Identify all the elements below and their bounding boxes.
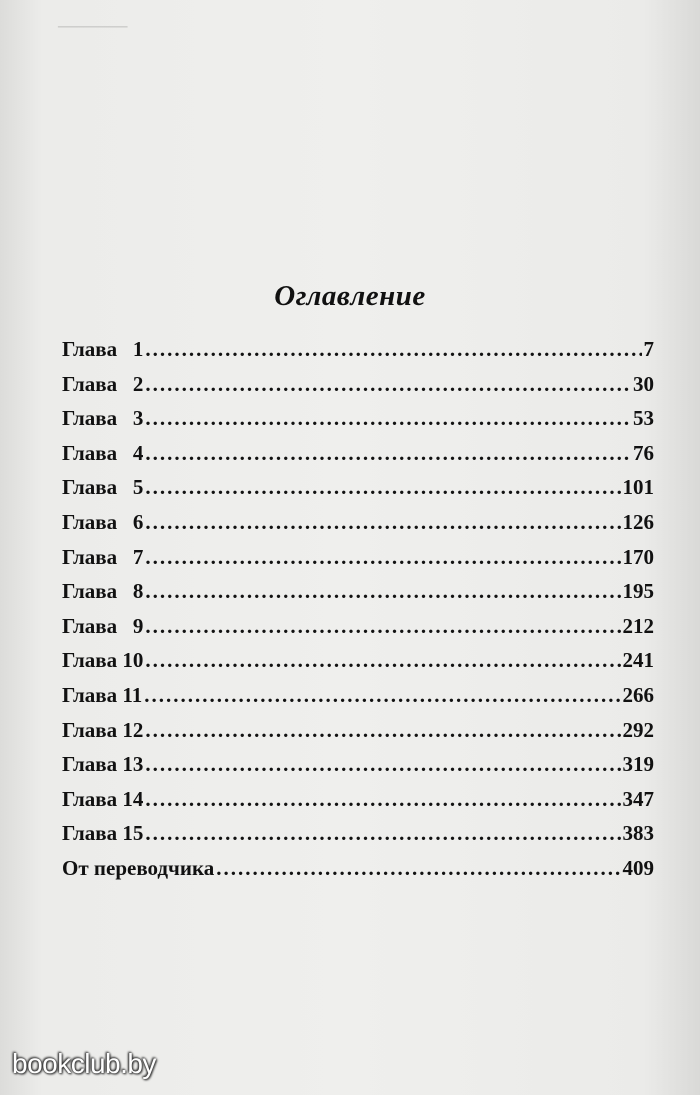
toc-entry-chapter-9[interactable]	[62, 614, 654, 649]
toc-entry-page: 76	[633, 440, 654, 465]
dot-leader	[145, 718, 620, 743]
dot-leader	[145, 337, 641, 362]
toc-entry-page: 292	[622, 717, 654, 742]
toc-entry-page: 241	[622, 648, 654, 673]
toc-entry-chapter-6[interactable]	[62, 510, 654, 545]
toc-entry-chapter-13[interactable]	[62, 752, 654, 787]
toc-entry-chapter-15[interactable]	[62, 821, 654, 856]
toc-entry-label: Глава 4	[62, 440, 144, 465]
dot-leader	[216, 856, 620, 881]
toc-entry-label: Глава 15	[62, 821, 144, 846]
dot-leader	[145, 475, 620, 500]
toc-entry-chapter-4[interactable]	[62, 441, 654, 476]
toc-entry-page: 266	[622, 682, 654, 707]
toc-entry-translator-note[interactable]	[62, 856, 654, 891]
toc-entry-page: 53	[633, 406, 654, 431]
toc-entry-label: Глава 2	[62, 371, 144, 396]
toc-entry-page: 195	[622, 579, 654, 604]
toc-entry-chapter-7[interactable]	[62, 545, 654, 580]
toc-entry-page: 212	[622, 613, 654, 638]
toc-entry-page: 409	[622, 855, 654, 880]
toc-entry-chapter-8[interactable]	[62, 579, 654, 614]
toc-entry-page: 383	[622, 821, 654, 846]
toc-entry-label: Глава 3	[62, 406, 144, 431]
table-of-contents	[62, 337, 654, 891]
watermark-logo: bookclub.by	[12, 1048, 156, 1079]
toc-entry-page: 7	[643, 337, 654, 361]
toc-entry-chapter-10[interactable]	[62, 648, 654, 683]
dot-leader	[144, 683, 620, 708]
toc-entry-label: Глава 10	[62, 648, 144, 673]
dot-leader	[145, 372, 631, 397]
toc-entry-page: 101	[622, 475, 654, 500]
dot-leader	[145, 406, 631, 431]
toc-entry-label: Глава 7	[62, 544, 144, 569]
dot-leader	[145, 579, 620, 604]
toc-entry-label: Глава 1	[62, 337, 144, 361]
toc-entry-page: 126	[622, 509, 654, 534]
bleed-through-text	[80, 75, 660, 291]
toc-entry-chapter-3[interactable]	[62, 406, 654, 441]
toc-entry-chapter-2[interactable]	[62, 372, 654, 407]
dot-leader	[145, 648, 620, 673]
page-title: Оглавление	[274, 280, 426, 312]
dot-leader	[145, 614, 620, 639]
toc-entry-chapter-14[interactable]	[62, 787, 654, 822]
toc-entry-label: Глава 11	[62, 682, 143, 707]
toc-entry-chapter-5[interactable]	[62, 475, 654, 510]
toc-entry-label: Глава 8	[62, 579, 144, 604]
dot-leader	[145, 510, 620, 535]
toc-entry-chapter-11[interactable]	[62, 683, 654, 718]
dot-leader	[145, 821, 620, 846]
toc-entry-page: 170	[622, 544, 654, 569]
toc-entry-label: Глава 12	[62, 717, 144, 742]
dot-leader	[145, 441, 631, 466]
toc-entry-chapter-12[interactable]	[62, 718, 654, 753]
toc-entry-page: 319	[622, 752, 654, 777]
dot-leader	[145, 545, 620, 570]
toc-entry-label: Глава 13	[62, 752, 144, 777]
toc-entry-page: 30	[633, 371, 654, 396]
bleed-through-running-head: ———	[58, 10, 128, 39]
toc-entry-chapter-1[interactable]	[62, 337, 654, 372]
toc-entry-page: 347	[622, 786, 654, 811]
dot-leader	[145, 787, 620, 812]
dot-leader	[145, 752, 620, 777]
toc-entry-label: Глава 14	[62, 786, 144, 811]
toc-entry-label: Глава 5	[62, 475, 144, 500]
toc-entry-label: Глава 9	[62, 613, 144, 638]
toc-entry-label: Глава 6	[62, 509, 144, 534]
toc-entry-label: От переводчика	[62, 855, 215, 880]
